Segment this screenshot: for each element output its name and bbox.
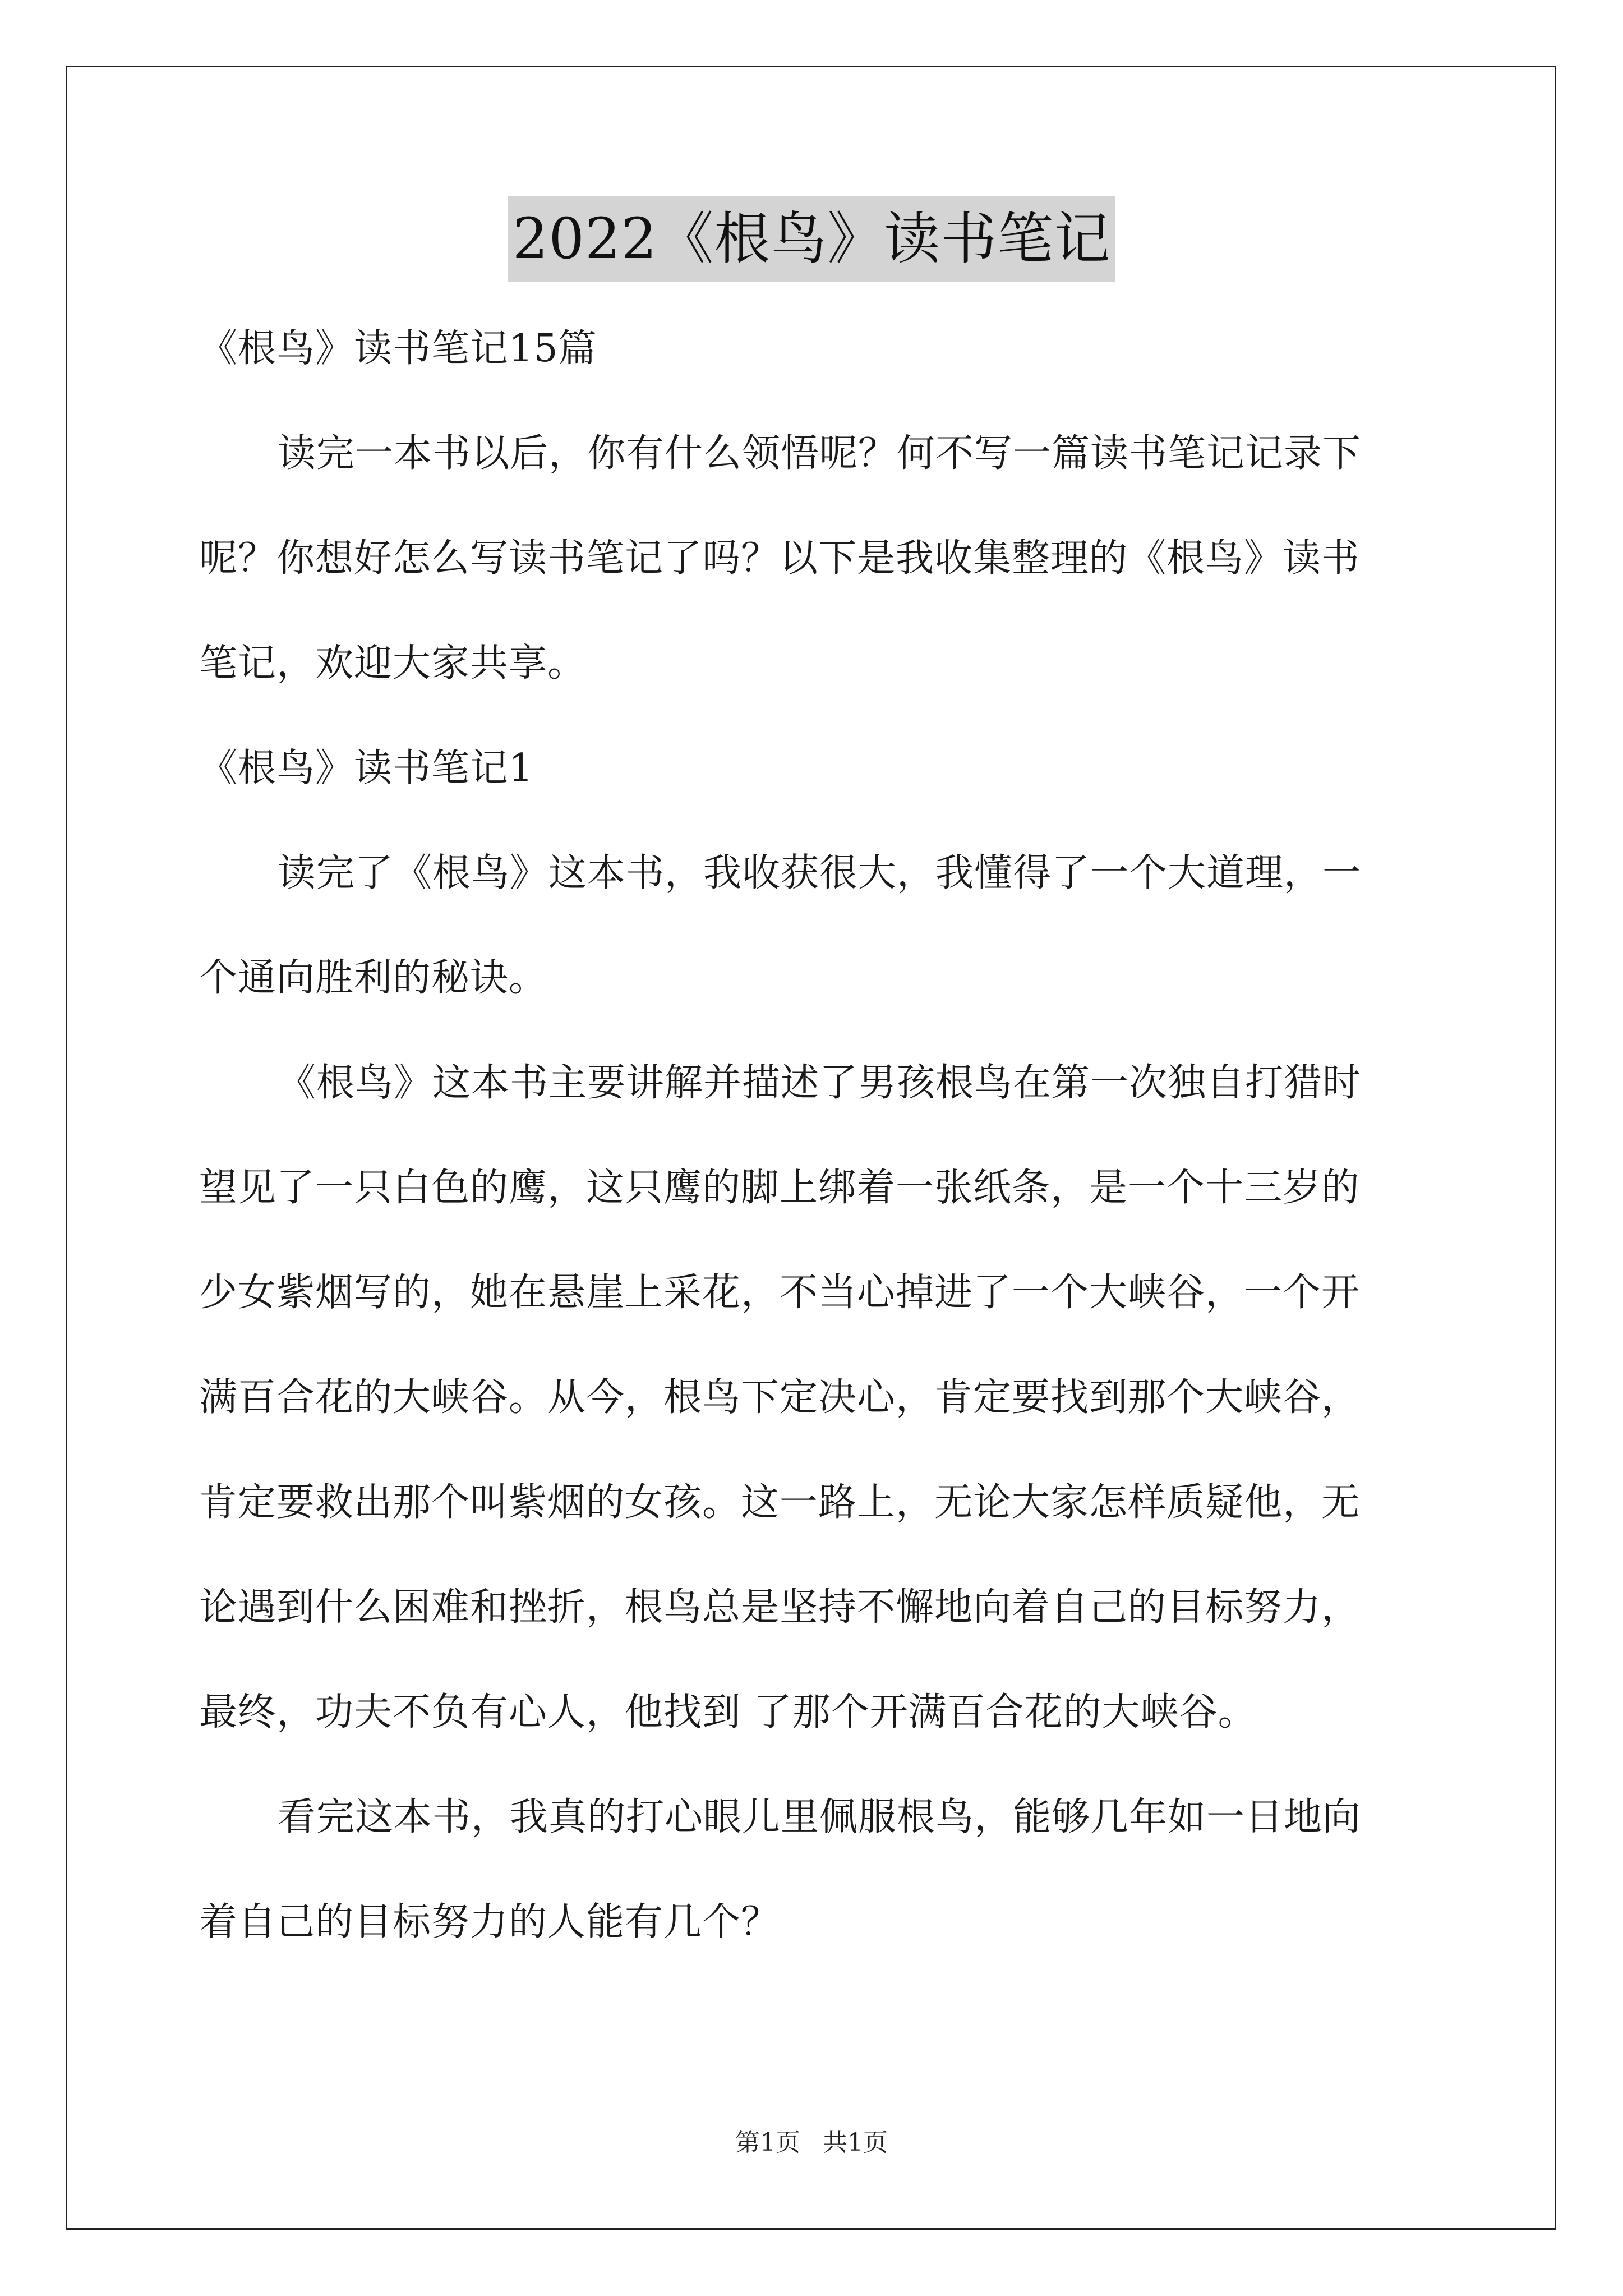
paragraph-line: 最终，功夫不负有心人，他找到 了那个开满百合花的大峡谷。 <box>199 1690 1257 1734</box>
paragraph-line: 《根鸟》这本书主要讲解并描述了男孩根鸟在第一次独自打猎时 <box>278 1061 1362 1105</box>
paragraph-line: 笔记，欢迎大家共享。 <box>199 641 587 685</box>
section-heading: 《根鸟》读书笔记1 <box>199 746 534 790</box>
paragraph-line: 看完这本书，我真的打心眼儿里佩服根鸟，能够几年如一日地向 <box>278 1795 1362 1839</box>
document-body <box>199 296 1430 1975</box>
document-title: 2022《根鸟》读书笔记 <box>508 196 1115 282</box>
paragraph-line: 满百合花的大峡谷。从今，根鸟下定决心，肯定要找到那个大峡谷， <box>199 1375 1361 1420</box>
page-number-current: 第1页 <box>735 2128 800 2157</box>
page-footer <box>0 2126 1623 2160</box>
paragraph-line: 读完了《根鸟》这本书，我收获很大，我懂得了一个大道理，一 <box>278 851 1362 895</box>
subtitle-line: 《根鸟》读书笔记15篇 <box>199 326 597 371</box>
paragraph-line: 呢？你想好怎么写读书笔记了吗？以下是我收集整理的《根鸟》读书 <box>199 536 1361 581</box>
paragraph-line: 个通向胜利的秘诀。 <box>199 956 548 1000</box>
paragraph-line: 着自己的目标努力的人能有几个？ <box>199 1900 780 1944</box>
title-container <box>0 196 1623 282</box>
paragraph-line: 读完一本书以后，你有什么领悟呢？何不写一篇读书笔记记录下 <box>278 431 1362 476</box>
paragraph-line: 望见了一只白色的鹰，这只鹰的脚上绑着一张纸条，是一个十三岁的 <box>199 1166 1361 1210</box>
page-number-total: 共1页 <box>823 2128 888 2157</box>
paragraph-line: 肯定要救出那个叫紫烟的女孩。这一路上，无论大家怎样质疑他，无 <box>199 1480 1361 1525</box>
paragraph-line: 论遇到什么困难和挫折，根鸟总是坚持不懈地向着自己的目标努力， <box>199 1585 1361 1630</box>
paragraph-line: 少女紫烟写的，她在悬崖上采花，不当心掉进了一个大峡谷，一个开 <box>199 1271 1361 1315</box>
